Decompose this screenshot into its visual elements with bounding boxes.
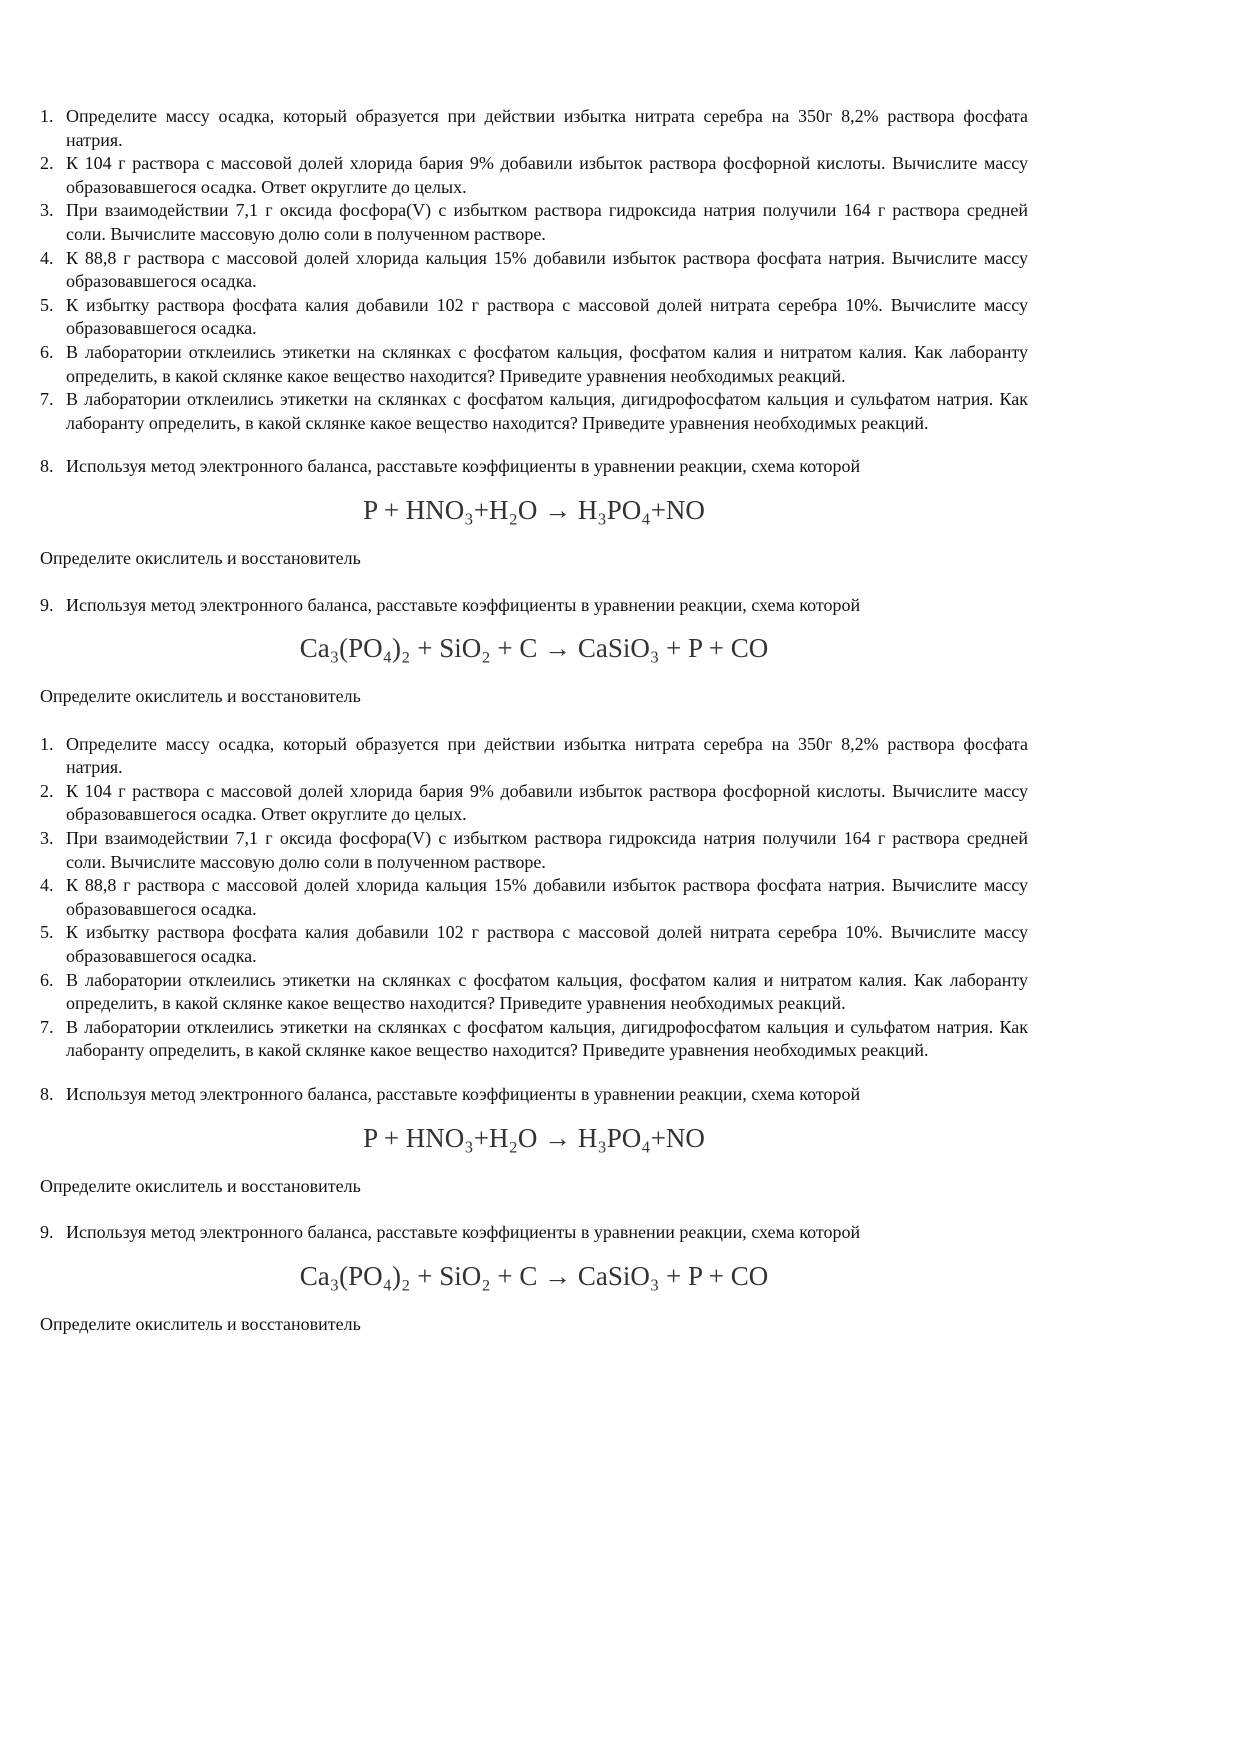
task-text: При взаимодействии 7,1 г оксида фосфора(V) с избытком раствора гидроксида натрия получили 164 г раствора средней соли. Вычислите массовую долю соли в полученном растворе. <box>66 828 1028 872</box>
task-item <box>40 455 1028 479</box>
task-text: В лаборатории отклеились этикетки на склянках с фосфатом кальция, фосфатом калия и нитратом калия. Как лаборанту определить, в какой склянке какое вещество находится? Приведите уравнения необходимых реакций. <box>66 969 1028 1014</box>
task-item <box>40 594 1028 618</box>
task-item <box>40 1221 1028 1245</box>
task-item <box>40 921 1028 968</box>
task-list <box>40 105 1028 435</box>
task-number: 7. <box>40 1016 54 1037</box>
balance-task <box>40 455 1028 479</box>
task-text: Используя метод электронного баланса, расставьте коэффициенты в уравнении реакции, схема которой <box>66 456 861 477</box>
task-item <box>40 294 1028 341</box>
task-item <box>40 1083 1028 1107</box>
task-number: 3. <box>40 200 54 221</box>
task-item <box>40 827 1028 874</box>
task-item <box>40 341 1028 388</box>
task-item <box>40 1016 1028 1063</box>
reaction-equation: Ca₃(PO₄)₂ + SiO₂ + C → CaSiO₃ + P + CO <box>299 633 769 664</box>
task-text: К 104 г раствора с массовой долей хлорида бария 9% добавили избыток раствора фосфорной кислоты. Вычислите массу образовавшегося осадка. Ответ округлите до целых. <box>66 153 1028 197</box>
task-item <box>40 247 1028 294</box>
task-number: 6. <box>40 341 54 362</box>
task-number: 1. <box>40 106 54 126</box>
task-item <box>40 733 1028 780</box>
task-note: Определите окислитель и восстановитель <box>40 547 361 568</box>
task-number: 8. <box>40 1084 54 1104</box>
task-note: Определите окислитель и восстановитель <box>40 1313 361 1334</box>
task-text: К 104 г раствора с массовой долей хлорида бария 9% добавили избыток раствора фосфорной кислоты. Вычислите массу образовавшегося осадка. Ответ округлите до целых. <box>66 780 1028 825</box>
task-text: В лаборатории отклеились этикетки на склянках с фосфатом кальция, дигидрофосфатом кальция и сульфатом натрия. Как лаборанту определить, в какой склянке какое вещество находится? Приведите уравнения необходимых реакций. <box>66 389 1028 433</box>
task-number: 2. <box>40 153 54 174</box>
task-list <box>40 733 1028 1063</box>
balance-task <box>40 1083 1028 1107</box>
balance-task <box>40 1221 1028 1245</box>
task-number: 4. <box>40 247 54 268</box>
reaction-equation: Ca₃(PO₄)₂ + SiO₂ + C → CaSiO₃ + P + CO <box>299 1260 769 1291</box>
task-item <box>40 780 1028 827</box>
task-number: 9. <box>40 1222 54 1243</box>
task-text: Используя метод электронного баланса, расставьте коэффициенты в уравнении реакции, схема которой <box>66 1222 861 1243</box>
reaction-equation: P + HNO₃+H₂O → H₃PO₄+NO <box>363 494 705 525</box>
task-section-2 <box>40 733 1028 1337</box>
document-page <box>40 105 1028 1360</box>
task-text: При взаимодействии 7,1 г оксида фосфора(V) с избытком раствора гидроксида натрия получили 164 г раствора средней соли. Вычислите массовую долю соли в полученном растворе. <box>66 200 1028 244</box>
task-text: Определите массу осадка, который образуется при действии избытка нитрата серебра на 350г 8,2% раствора фосфата натрия. <box>66 733 1028 778</box>
task-text: К избытку раствора фосфата калия добавили 102 г раствора с массовой долей нитрата серебра 10%. Вычислите массу образовавшегося осадка. <box>66 922 1028 967</box>
task-number: 5. <box>40 922 54 943</box>
task-number: 2. <box>40 780 54 801</box>
task-text: К 88,8 г раствора с массовой долей хлорида кальция 15% добавили избыток раствора фосфата натрия. Вычислите массу образовавшегося осадка. <box>66 247 1028 292</box>
task-text: Используя метод электронного баланса, расставьте коэффициенты в уравнении реакции, схема которой <box>66 1084 861 1104</box>
task-number: 8. <box>40 456 54 477</box>
task-number: 3. <box>40 828 54 849</box>
task-number: 7. <box>40 389 54 410</box>
task-number: 9. <box>40 594 54 615</box>
task-text: В лаборатории отклеились этикетки на склянках с фосфатом кальция, фосфатом калия и нитратом калия. Как лаборанту определить, в какой склянке какое вещество находится? Приведите уравнения необходимых реакций. <box>66 341 1028 386</box>
task-section-1 <box>40 105 1028 709</box>
task-note: Определите окислитель и восстановитель <box>40 1175 361 1196</box>
task-item <box>40 969 1028 1016</box>
task-number: 6. <box>40 969 54 990</box>
task-number: 1. <box>40 733 54 754</box>
task-item <box>40 105 1028 152</box>
task-number: 4. <box>40 875 54 896</box>
task-text: Используя метод электронного баланса, расставьте коэффициенты в уравнении реакции, схема которой <box>66 594 861 615</box>
task-item <box>40 388 1028 435</box>
task-note: Определите окислитель и восстановитель <box>40 686 361 707</box>
task-text: К избытку раствора фосфата калия добавили 102 г раствора с массовой долей нитрата серебра 10%. Вычислите массу образовавшегося осадка. <box>66 294 1028 339</box>
task-number: 5. <box>40 294 54 315</box>
task-item <box>40 199 1028 246</box>
reaction-equation: P + HNO₃+H₂O → H₃PO₄+NO <box>363 1122 705 1153</box>
task-item <box>40 874 1028 921</box>
task-text: К 88,8 г раствора с массовой долей хлорида кальция 15% добавили избыток раствора фосфата натрия. Вычислите массу образовавшегося осадка. <box>66 875 1028 919</box>
balance-task <box>40 594 1028 618</box>
task-item <box>40 152 1028 199</box>
task-text: В лаборатории отклеились этикетки на склянках с фосфатом кальция, дигидрофосфатом кальция и сульфатом натрия. Как лаборанту определить, в какой склянке какое вещество находится? Приведите уравнения необходимых реакций. <box>66 1016 1028 1061</box>
task-text: Определите массу осадка, который образуется при действии избытка нитрата серебра на 350г 8,2% раствора фосфата натрия. <box>66 106 1028 150</box>
